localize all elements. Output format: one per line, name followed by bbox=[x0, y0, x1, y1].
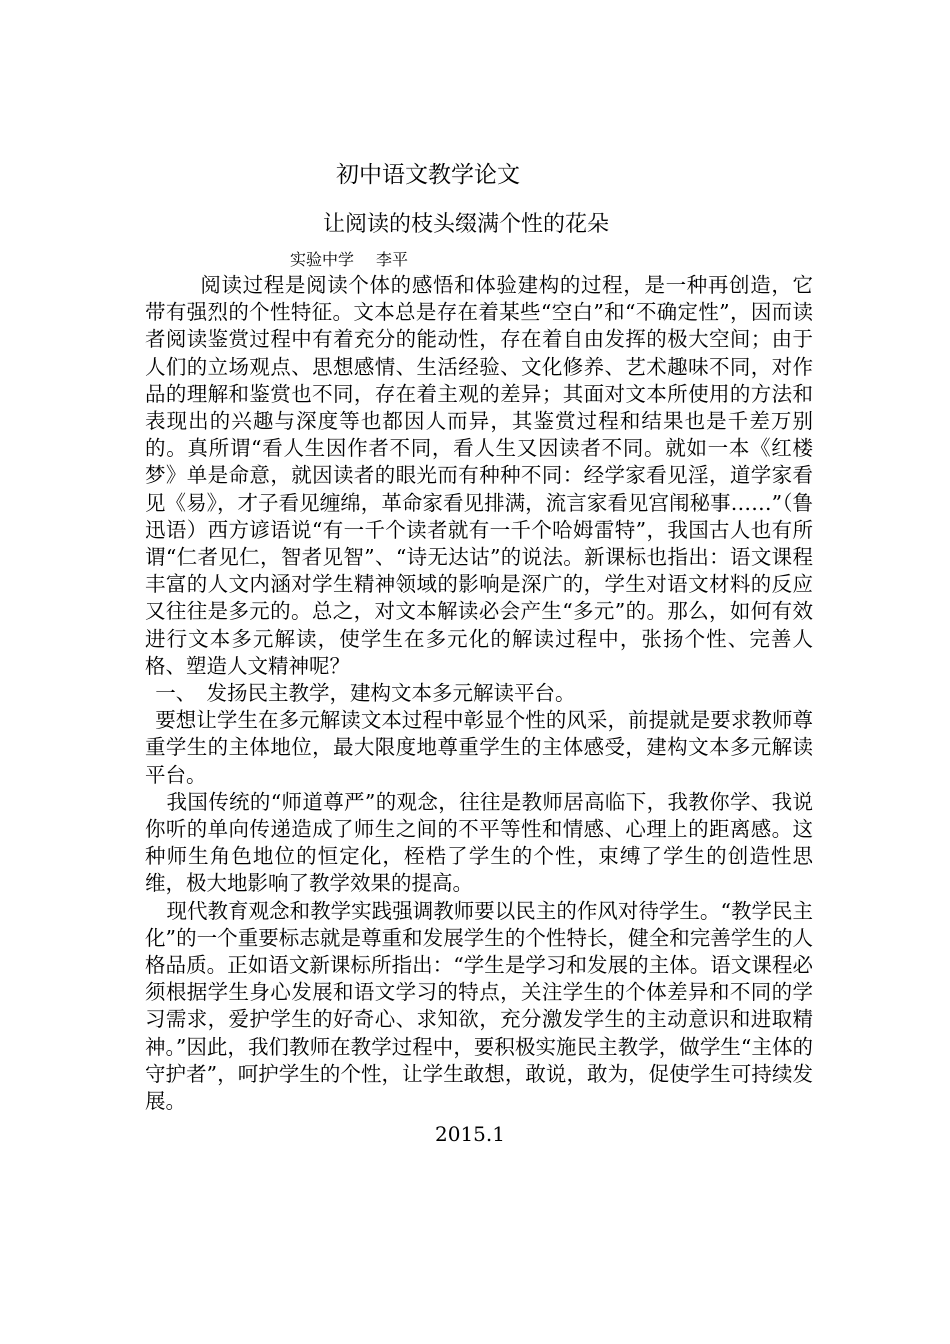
author-line bbox=[290, 248, 408, 272]
body-text bbox=[145, 272, 813, 1115]
paragraph-body: 现代教育观念和教学实践强调教师要以民主的作风对待学生。“教学民主化”的一个重要标志就是尊重和发展学生的个性特长，健全和完善学生的人格品质。正如语文新课标所指出：“学生是学习和发展的主体。语文课程必须根据学生身心发展和语文学习的特点，关注学生的个体差异和不同的学习需求，爱护学生的好奇心、求知欲，充分激发学生的主动意识和进取精神。”因此，我们教师在教学过程中，要积极实施民主教学，做学生“主体的守护者”，呵护学生的个性，让学生敢想，敢说，敢为，促使学生可持续发展。 bbox=[145, 898, 813, 1114]
author-school: 实验中学 bbox=[290, 250, 355, 269]
paragraph-body: 要想让学生在多元解读文本过程中彰显个性的风采，前提就是要求教师尊重学生的主体地位，最大限度地尊重学生的主体感受，建构文本多元解读平台。 bbox=[145, 708, 813, 787]
paragraph-intro: 阅读过程是阅读个体的感悟和体验建构的过程，是一种再创造，它带有强烈的个性特征。文本总是存在着某些“空白”和“不确定性”，因而读者阅读鉴赏过程中有着充分的能动性，存在着自由发挥的极大空间；由于人们的立场观点、思想感情、生活经验、文化修养、艺术趣味不同，对作品的理解和鉴赏也不同，存在着主观的差异；其面对文本所使用的方法和表现出的兴趣与深度等也都因人而异，其鉴赏过程和结果也是千差万别的。真所谓“看人生因作者不同，看人生又因读者不同。就如一本《红楼梦》单是命意，就因读者的眼光而有种种不同：经学家看见淫，道学家看见《易》，才子看见缠绵，革命家看见排满，流言家看见宫闱秘事……”（鲁迅语）西方谚语说“有一千个读者就有一千个哈姆雷特”，我国古人也有所谓“仁者见仁，智者见智”、“诗无达诂”的说法。新课标也指出：语文课程丰富的人文内涵对学生精神领域的影响是深广的，学生对语文材料的反应又往往是多元的。总之，对文本解读必会产生“多元”的。那么，如何有效进行文本多元解读，使学生在多元化的解读过程中，张扬个性、完善人格、塑造人文精神呢？ bbox=[145, 273, 813, 678]
document-subtitle: 让阅读的枝头缀满个性的花朵 bbox=[323, 212, 610, 237]
author-name: 李平 bbox=[376, 250, 409, 269]
section-heading: 一、 发扬民主教学，建构文本多元解读平台。 bbox=[155, 681, 576, 706]
paragraph-body: 我国传统的“师道尊严”的观念，往往是教师居高临下，我教你学、我说你听的单向传递造成了师生之间的不平等性和情感、心理上的距离感。这种师生角色地位的恒定化，桎梏了学生的个性，束缚了学生的创造性思维，极大地影响了教学效果的提高。 bbox=[145, 789, 813, 896]
document-date: 2015.1 bbox=[435, 1122, 505, 1146]
document-title: 初中语文教学论文 bbox=[336, 162, 520, 188]
